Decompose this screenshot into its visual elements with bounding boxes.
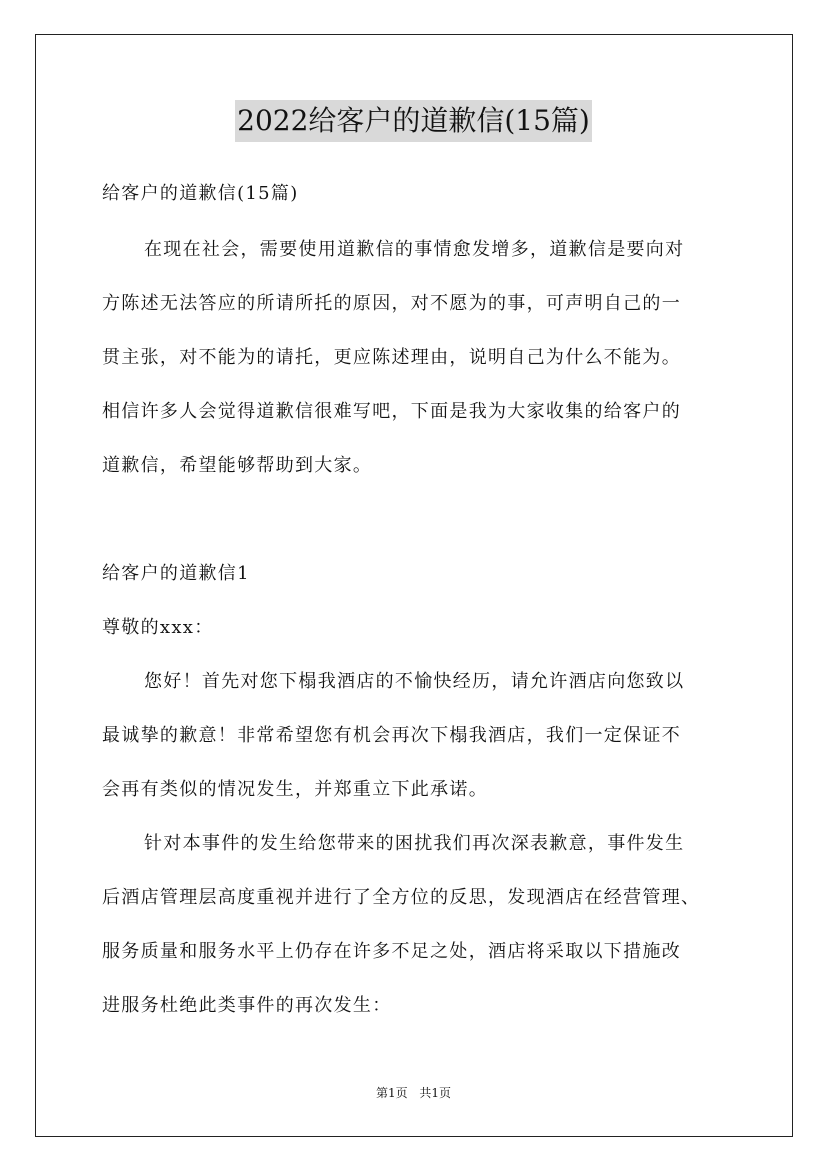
document-subtitle: 给客户的道歉信(15篇) (102, 183, 299, 204)
blank-line (102, 502, 730, 556)
paragraph2-line: 后酒店管理层高度重视并进行了全方位的反思，发现酒店在经营管理、 (102, 887, 701, 908)
title-container (0, 100, 827, 142)
paragraph2-line: 服务质量和服务水平上仍存在许多不足之处，酒店将采取以下措施改 (102, 941, 681, 962)
paragraph1-line: 最诚挚的歉意！非常希望您有机会再次下榻我酒店，我们一定保证不 (102, 725, 681, 746)
intro-line: 道歉信，希望能够帮助到大家。 (102, 455, 373, 476)
page-total: 共1页 (419, 1086, 452, 1100)
paragraph1-line: 会再有类似的情况发生，并郑重立下此承诺。 (102, 779, 488, 800)
intro-line: 贯主张，对不能为的请托，更应陈述理由，说明自己为什么不能为。 (102, 347, 681, 368)
section-heading: 给客户的道歉信1 (102, 563, 250, 584)
document-body (102, 176, 730, 1042)
page-footer (0, 1084, 827, 1101)
intro-line: 方陈述无法答应的所请所托的原因，对不愿为的事，可声明自己的一 (102, 293, 681, 314)
paragraph1-line: 您好！首先对您下榻我酒店的不愉快经历，请允许酒店向您致以 (144, 671, 685, 692)
document-title: 2022给客户的道歉信(15篇) (235, 100, 592, 142)
page-number: 第1页 (375, 1086, 408, 1100)
intro-line: 相信许多人会觉得道歉信很难写吧，下面是我为大家收集的给客户的 (102, 401, 681, 422)
intro-line: 在现在社会，需要使用道歉信的事情愈发增多，道歉信是要向对 (144, 239, 685, 260)
salutation: 尊敬的xxx： (102, 617, 214, 638)
paragraph2-line: 针对本事件的发生给您带来的困扰我们再次深表歉意，事件发生 (144, 833, 685, 854)
paragraph2-line: 进服务杜绝此类事件的再次发生： (102, 995, 392, 1016)
